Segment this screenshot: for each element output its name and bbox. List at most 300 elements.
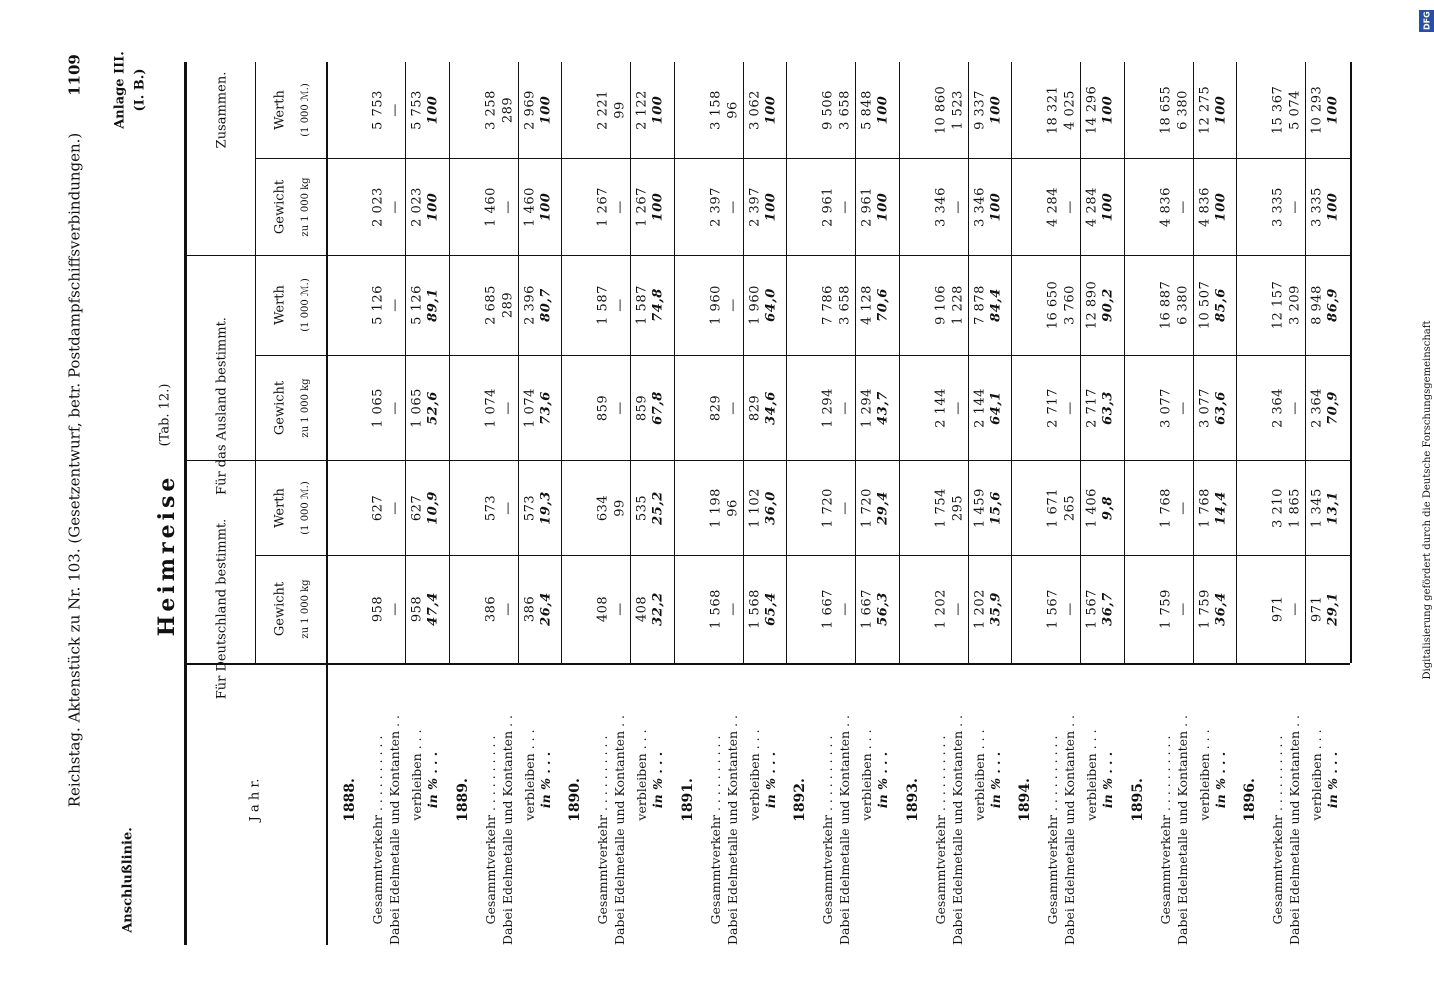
cell-verbl: 1 768 [1197,487,1212,528]
cell-gesamt: 3 258 [483,90,498,130]
row-label-edel: Dabei Edelmetalle und Kontanten . . [1174,714,1190,946]
cell-edel: 4 025 [1062,90,1078,130]
sum-rule [855,62,856,663]
cell-verbl: 1 065 [409,387,425,428]
cell-pct: 100 [1100,95,1116,125]
cell-pct: 14,4 [1213,490,1228,525]
cell-edel: — [500,400,515,415]
cell-gesamt: 2 364 [1270,387,1286,428]
cell-edel: — [837,400,853,415]
sum-rule [630,62,631,663]
cell-edel: — [387,500,403,515]
subheader-gewicht-unit: zu 1 000 kg [300,377,311,438]
cell-edel: — [612,298,628,312]
cell-gesamt: 16 650 [1045,280,1061,330]
row-label-edel: Dabei Edelmetalle und Kontanten . . [1061,714,1077,946]
cell-verbl: 1 568 [747,589,762,629]
cell-gesamt: 1 198 [708,487,723,528]
cell-gesamt: 971 [1270,595,1286,623]
sum-rule [743,62,744,663]
page-number: 1109 [65,54,84,96]
row-label-verbl: verbleiben . . . [408,729,424,821]
table-reference: (Tab. 12.) [157,383,173,447]
year-label: 1893. [904,778,921,822]
cell-pct: 67,8 [650,390,666,425]
cell-gesamt: 3 077 [1158,387,1173,428]
cell-edel: — [1062,199,1078,214]
cell-pct: 100 [650,192,666,221]
cell-pct: 13,1 [1325,490,1341,525]
row-label-edel: Dabei Edelmetalle und Kontanten . . [611,714,627,946]
cell-edel: — [1175,500,1190,515]
cell-verbl: 1 460 [522,186,537,227]
cell-pct: 65,4 [763,592,778,626]
cell-edel: 96 [725,101,740,119]
cell-pct: 85,6 [1213,288,1228,322]
cell-verbl: 859 [634,394,650,421]
row-label-edel: Dabei Edelmetalle und Kontanten . . [724,714,740,946]
cell-edel: — [612,602,628,616]
subheader-werth-unit: (1 000 ℳ.) [300,278,311,332]
row-label-pct: in % . . . [1212,751,1228,809]
cell-gesamt: 958 [370,595,386,623]
row-label-pct: in % . . . [537,751,553,809]
subheader-werth-unit: (1 000 ℳ.) [300,480,311,535]
cell-edel: — [1287,199,1303,214]
cell-gesamt: 1 671 [1045,487,1061,528]
cell-gesamt: 5 126 [370,285,386,325]
cell-gesamt: 1 667 [820,589,836,629]
cell-edel: 295 [950,494,965,521]
cell-verbl: 1 587 [634,285,650,325]
block-divider [1124,62,1125,663]
subheader-gewicht-unit: zu 1 000 kg [300,579,311,639]
cell-gesamt: 2 023 [370,186,386,227]
cell-verbl: 2 122 [634,90,650,130]
cell-gesamt: 9 106 [933,285,948,325]
cell-verbl: 4 836 [1197,186,1212,227]
year-label: 1888. [342,778,358,822]
block-divider [899,62,900,663]
cell-verbl: 4 128 [859,285,875,325]
cell-edel: 3 209 [1287,285,1303,325]
row-label-pct: in % . . . [649,751,665,809]
cell-gesamt: 859 [595,394,611,421]
row-label-pct: in % . . . [1099,751,1115,809]
cell-edel: — [612,400,628,415]
cell-verbl: 2 717 [1084,387,1100,428]
cell-verbl: 627 [409,494,425,521]
cell-pct: 9,8 [1100,495,1116,520]
block-divider [561,62,562,663]
cell-gesamt: 573 [483,494,498,521]
cell-pct: 52,6 [425,390,441,425]
cell-gesamt: 1 960 [708,285,723,325]
cell-verbl: 3 062 [747,90,762,130]
sum-rule [405,62,406,663]
cell-edel: — [837,602,853,616]
cell-verbl: 1 960 [747,285,762,325]
cell-gesamt: 4 284 [1045,186,1061,227]
cell-edel: 289 [500,96,515,124]
cell-edel: 6 380 [1175,90,1190,130]
cell-pct: 100 [763,192,778,221]
cell-edel: 99 [612,101,628,119]
cell-verbl: 2 969 [522,90,537,130]
cell-gesamt: 1 568 [708,589,723,629]
cell-edel: — [1175,400,1190,415]
cell-gesamt: 5 753 [370,90,386,130]
cell-verbl: 1 459 [972,487,987,528]
cell-gesamt: 1 294 [820,387,836,428]
cell-verbl: 408 [634,595,650,623]
subheader-werth: Werth [272,90,288,130]
cell-edel: — [950,602,965,616]
cell-edel: — [950,400,965,415]
cell-gesamt: 16 887 [1158,280,1173,330]
row-label-edel: Dabei Edelmetalle und Kontanten . . [836,714,852,946]
cell-pct: 80,7 [538,288,553,322]
cell-edel: — [725,400,740,415]
cell-pct: 100 [650,95,666,125]
year-label: 1895. [1129,778,1146,822]
cell-gesamt: 7 786 [820,285,836,325]
column-divider [255,158,1350,159]
row-label-verbl: verbleiben . . . [633,729,649,821]
cell-pct: 36,0 [763,490,778,525]
subheader-gewicht: Gewicht [272,380,288,435]
cell-edel: — [500,199,515,214]
running-head: Reichstag. Aktenstück zu Nr. 103. (Gesetzentwurf, betr. Postdampfschiffsverbindungen.) [65,132,84,808]
cell-gesamt: 10 860 [933,85,948,135]
row-label-gesamt: Gesammtverkehr . . . . . . . . . . [369,735,385,925]
year-label: 1890. [567,778,583,822]
row-label-verbl: verbleiben . . . [1308,729,1324,821]
cell-verbl: 10 507 [1197,280,1212,330]
cell-verbl: 9 337 [972,90,987,130]
row-label-gesamt: Gesammtverkehr . . . . . . . . . . [482,735,498,925]
cell-gesamt: 9 506 [820,90,836,130]
cell-edel: — [950,199,965,214]
cell-gesamt: 386 [483,595,498,623]
sum-rule [1305,62,1306,663]
cell-verbl: 958 [409,595,425,623]
cell-verbl: 535 [634,494,650,521]
row-label-verbl: verbleiben . . . [1196,729,1212,821]
cell-gesamt: 1 065 [370,387,386,428]
row-label-pct: in % . . . [987,751,1003,809]
cell-edel: 1 228 [950,285,965,325]
cell-pct: 43,7 [875,390,891,425]
row-label-pct: in % . . . [762,751,778,809]
cell-gesamt: 1 587 [595,285,611,325]
cell-pct: 56,3 [875,592,891,626]
cell-pct: 64,0 [763,288,778,322]
cell-verbl: 2 396 [522,285,537,325]
cell-verbl: 1 667 [859,589,875,629]
cell-edel: — [387,199,403,214]
subheader-gewicht: Gewicht [272,179,288,234]
cell-verbl: 1 074 [522,387,537,428]
dfg-logo: DFG [1419,10,1434,32]
cell-edel: — [612,199,628,214]
row-label-verbl: verbleiben . . . [746,729,762,821]
cell-edel: 5 074 [1287,90,1303,130]
row-label-gesamt: Gesammtverkehr . . . . . . . . . . [1269,735,1285,925]
cell-edel: — [837,500,853,515]
cell-verbl: 5 126 [409,285,425,325]
cell-gesamt: 2 144 [933,387,948,428]
cell-edel: 3 760 [1062,285,1078,325]
cell-edel: — [1062,602,1078,616]
row-label-verbl: verbleiben . . . [971,729,987,821]
column-divider [185,460,1350,461]
cell-pct: 26,4 [538,592,553,626]
subheader-gewicht: Gewicht [272,581,288,637]
cell-verbl: 829 [747,394,762,421]
year-label: 1889. [454,778,471,822]
cell-pct: 90,2 [1100,288,1116,322]
row-label-gesamt: Gesammtverkehr . . . . . . . . . . [707,735,723,925]
cell-gesamt: 627 [370,494,386,521]
cell-pct: 100 [1325,95,1341,125]
cell-gesamt: 1 720 [820,487,836,528]
cell-gesamt: 1 759 [1158,589,1173,629]
cell-gesamt: 18 655 [1158,85,1173,135]
row-label-pct: in % . . . [424,751,440,809]
row-label-edel: Dabei Edelmetalle und Kontanten . . [499,714,515,946]
cell-edel: — [1287,602,1303,616]
cell-edel: — [725,602,740,616]
block-divider [449,62,450,663]
header-fuer-deutschland: Für Deutschland bestimmt. [214,518,230,700]
cell-gesamt: 12 157 [1270,280,1286,330]
cell-pct: 100 [763,95,778,125]
cell-verbl: 12 275 [1197,85,1212,135]
cell-pct: 100 [1100,192,1116,221]
cell-pct: 86,9 [1325,288,1341,322]
cell-gesamt: 3 346 [933,186,948,227]
cell-verbl: 7 878 [972,285,987,325]
annex-label: Anlage III. [112,51,128,129]
cell-gesamt: 18 321 [1045,85,1061,135]
row-label-verbl: verbleiben . . . [1083,729,1099,821]
sum-rule [1193,62,1194,663]
cell-pct: 100 [538,95,553,125]
cell-edel: — [387,298,403,312]
cell-pct: 84,4 [988,288,1003,322]
sum-rule [1080,62,1081,663]
cell-pct: 89,1 [425,288,441,322]
subheader-rule [255,62,256,663]
cell-verbl: 1 567 [1084,589,1100,629]
cell-gesamt: 2 717 [1045,387,1061,428]
cell-pct: 19,3 [538,490,553,525]
row-label-pct: in % . . . [1324,751,1340,809]
digitization-credit: Digitalisierung gefördert durch die Deutsche Forschungsgemeinschaft [1422,320,1433,680]
table-top-rule [184,62,187,945]
cell-verbl: 3 077 [1197,387,1212,428]
cell-pct: 29,1 [1325,592,1341,626]
header-bottom-rule [326,62,328,945]
cell-verbl: 1 102 [747,487,762,528]
cell-edel: — [387,103,403,117]
cell-pct: 15,6 [988,490,1003,525]
column-divider [255,355,1350,356]
section-title: Anschlußlinie. [120,827,136,933]
cell-edel: — [500,500,515,515]
block-divider [786,62,787,663]
cell-pct: 63,6 [1213,390,1228,425]
cell-verbl: 1 720 [859,487,875,528]
annex-sublabel: (I. B.) [132,68,148,112]
column-divider [185,255,1350,256]
cell-gesamt: 1 768 [1158,487,1173,528]
cell-edel: 96 [725,498,740,517]
subheader-werth-unit: (1 000 ℳ.) [300,83,311,137]
cell-gesamt: 2 397 [708,186,723,227]
cell-pct: 100 [988,192,1003,221]
cell-edel: — [725,199,740,214]
cell-verbl: 2 961 [859,186,875,227]
row-label-pct: in % . . . [874,751,890,809]
cell-verbl: 386 [522,595,537,623]
cell-pct: 34,6 [763,390,778,425]
cell-gesamt: 2 685 [483,285,498,325]
cell-gesamt: 634 [595,494,611,521]
row-label-gesamt: Gesammtverkehr . . . . . . . . . . [932,735,948,925]
cell-verbl: 3 346 [972,186,987,227]
cell-verbl: 14 296 [1084,85,1100,135]
cell-gesamt: 1 460 [483,186,498,227]
row-label-gesamt: Gesammtverkehr . . . . . . . . . . [1157,735,1173,925]
cell-gesamt: 1 754 [933,487,948,528]
block-divider [1236,62,1237,663]
year-label: 1892. [792,778,808,822]
cell-pct: 100 [875,192,891,221]
cell-pct: 63,3 [1100,390,1116,425]
cell-verbl: 1 406 [1084,487,1100,528]
cell-gesamt: 2 221 [595,90,611,130]
cell-edel: 99 [612,498,628,517]
cell-verbl: 5 848 [859,90,875,130]
cell-pct: 64,1 [988,390,1003,425]
cell-edel: 3 658 [837,90,853,130]
cell-pct: 47,4 [425,592,441,626]
cell-edel: — [1175,199,1190,214]
cell-verbl: 2 397 [747,186,762,227]
label-column-divider [185,663,1350,665]
subheader-werth: Werth [272,487,288,528]
block-divider [674,62,675,663]
cell-edel: 1 523 [950,90,965,130]
row-label-gesamt: Gesammtverkehr . . . . . . . . . . [594,735,610,925]
cell-verbl: 2 144 [972,387,987,428]
cell-gesamt: 3 158 [708,90,723,130]
cell-gesamt: 1 074 [483,387,498,428]
cell-pct: 100 [875,95,891,125]
cell-pct: 36,4 [1213,592,1228,626]
cell-verbl: 4 284 [1084,186,1100,227]
cell-pct: 10,9 [425,490,441,525]
cell-edel: — [387,602,403,616]
cell-edel: — [725,298,740,312]
cell-verbl: 10 293 [1309,85,1325,135]
cell-gesamt: 2 961 [820,186,836,227]
year-label: 1894. [1017,778,1033,822]
subheader-gewicht-unit: zu 1 000 kg [300,176,311,237]
cell-verbl: 971 [1309,595,1325,623]
cell-pct: 100 [425,95,441,125]
cell-pct: 100 [538,192,553,221]
cell-verbl: 1 202 [972,589,987,629]
cell-verbl: 2 023 [409,186,425,227]
cell-pct: 70,9 [1325,390,1341,425]
header-jahr: J a h r. [247,778,263,822]
cell-gesamt: 1 567 [1045,589,1061,629]
cell-pct: 32,2 [650,592,666,626]
table-bottom-rule [1350,62,1352,663]
cell-edel: — [500,602,515,616]
block-divider [1011,62,1012,663]
cell-pct: 100 [425,192,441,221]
cell-pct: 74,8 [650,288,666,322]
cell-edel: 289 [500,291,515,319]
cell-edel: — [1287,400,1303,415]
cell-edel: — [837,199,853,214]
cell-pct: 70,6 [875,288,891,322]
cell-pct: 100 [1213,192,1228,221]
cell-pct: 36,7 [1100,592,1116,626]
row-label-edel: Dabei Edelmetalle und Kontanten . . [949,714,965,946]
cell-pct: 73,6 [538,390,553,425]
cell-gesamt: 1 267 [595,186,611,227]
cell-edel: — [387,400,403,415]
row-label-gesamt: Gesammtverkehr . . . . . . . . . . [1044,735,1060,925]
cell-pct: 25,2 [650,490,666,525]
cell-verbl: 8 948 [1309,285,1325,325]
cell-gesamt: 3 335 [1270,186,1286,227]
cell-pct: 100 [1325,192,1341,221]
row-label-verbl: verbleiben . . . [521,729,537,821]
cell-pct: 35,9 [988,592,1003,626]
cell-verbl: 1 759 [1197,589,1212,629]
cell-verbl: 1 345 [1309,487,1325,528]
cell-edel: — [1062,400,1078,415]
cell-gesamt: 15 367 [1270,85,1286,135]
cell-verbl: 3 335 [1309,186,1325,227]
cell-edel: 6 380 [1175,285,1190,325]
cell-verbl: 1 267 [634,186,650,227]
cell-verbl: 12 890 [1084,280,1100,330]
cell-verbl: 573 [522,494,537,521]
row-label-edel: Dabei Edelmetalle und Kontanten . . [1286,714,1302,946]
cell-edel: — [1175,602,1190,616]
cell-verbl: 1 294 [859,387,875,428]
year-label: 1896. [1242,778,1258,822]
cell-gesamt: 3 210 [1270,487,1286,528]
cell-gesamt: 1 202 [933,589,948,629]
cell-edel: 3 658 [837,285,853,325]
row-label-verbl: verbleiben . . . [858,729,874,821]
table-title: Heimreise [154,473,180,637]
cell-edel: 1 865 [1287,487,1303,528]
year-label: 1891. [679,778,696,822]
cell-gesamt: 829 [708,394,723,421]
row-label-gesamt: Gesammtverkehr . . . . . . . . . . [819,735,835,925]
sum-rule [518,62,519,663]
header-fuer-ausland: Für das Ausland bestimmt. [214,317,230,495]
